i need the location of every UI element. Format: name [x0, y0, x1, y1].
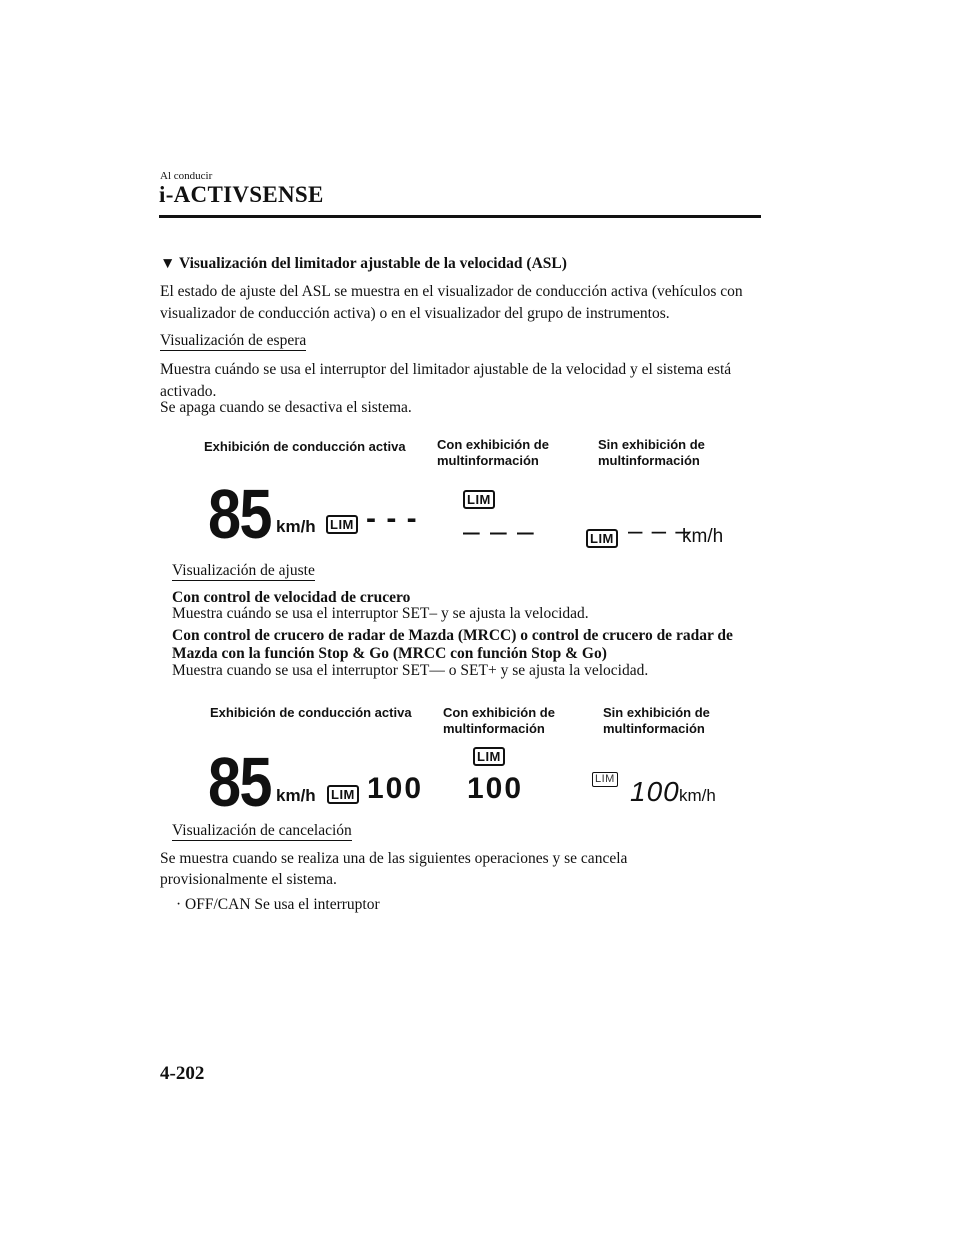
caption-line: multinformación [598, 452, 700, 468]
setting-heading: Visualización de ajuste [172, 562, 315, 579]
caption-active-display: Exhibición de conducción activa [210, 705, 412, 720]
setting-paragraph-2: Muestra cuando se usa el interruptor SET— o SET+ y se ajusta la velocidad. [172, 662, 649, 679]
bullet-dot-icon: · [176, 896, 182, 913]
standby-heading: Visualización de espera [160, 332, 307, 349]
section-intro: El estado de ajuste del ASL se muestra en el visualizador de conducción activa (vehículos con visualizador de conducción activa) o en el visualizador del grupo de instrumentos. [160, 283, 743, 322]
page-title: i-ACTIVSENSE [159, 182, 324, 207]
standby-paragraph-1: Muestra cuándo se usa el interruptor del limitador ajustable de la velocidad y el sistema está activado. [160, 361, 732, 400]
caption-line: Sin exhibición de [603, 705, 710, 720]
section-heading [160, 255, 567, 273]
caption-line: multinformación [443, 720, 545, 736]
cancel-bullet-item [176, 894, 380, 916]
speed-unit: km/h [679, 786, 716, 805]
caption-line: Con exhibición de [443, 705, 555, 720]
lim-indicator-icon: LIM [592, 772, 618, 787]
setting-subheading-2b: Mazda con la función Stop & Go (MRCC con función Stop & Go) [172, 645, 607, 662]
lim-indicator-icon: LIM [327, 785, 359, 804]
cancel-paragraph-line-1: Se muestra cuando se realiza una de las siguientes operaciones y se cancela [160, 850, 628, 867]
current-speed-readout: 85 [208, 743, 271, 821]
caption-nomulti-display [603, 705, 710, 736]
cancel-heading: Visualización de cancelación [172, 822, 352, 839]
setting-subheading-2a: Con control de crucero de radar de Mazda (MRCC) o control de crucero de radar de [172, 627, 733, 644]
cancel-paragraph-line-2: provisionalmente el sistema. [160, 871, 337, 888]
caption-line: Con exhibición de [437, 437, 549, 452]
caption-active-display: Exhibición de conducción activa [204, 439, 406, 454]
setting-paragraph-1: Muestra cuándo se usa el interruptor SET– y se ajusta la velocidad. [172, 605, 589, 622]
title-rule [159, 215, 761, 218]
triangle-marker-icon: ▼ [160, 255, 176, 272]
caption-line: multinformación [603, 720, 705, 736]
limit-speed-value: 100 [367, 772, 424, 805]
limit-speed-dashes: – – – [463, 515, 535, 548]
page-number: 4-202 [160, 1063, 205, 1084]
lim-indicator-icon: LIM [586, 529, 618, 548]
speed-unit: km/h [276, 786, 316, 805]
limit-speed-value: 100 [630, 776, 680, 807]
chapter-label: Al conducir [160, 170, 213, 182]
bullet-text: OFF/CAN Se usa el interruptor [185, 896, 380, 913]
caption-nomulti-display [598, 437, 705, 468]
limit-speed-dashes: – – – [628, 515, 691, 545]
caption-multi-display [437, 437, 549, 468]
lim-indicator-icon: LIM [473, 747, 505, 766]
caption-line: multinformación [437, 452, 539, 468]
setting-subheading-1: Con control de velocidad de crucero [172, 589, 411, 606]
standby-paragraph-2: Se apaga cuando se desactiva el sistema. [160, 399, 412, 416]
current-speed-readout: 85 [208, 475, 271, 553]
section-title: Visualización del limitador ajustable de la velocidad (ASL) [178, 255, 567, 272]
lim-indicator-icon: LIM [326, 515, 358, 534]
caption-multi-display [443, 705, 555, 736]
caption-line: Sin exhibición de [598, 437, 705, 452]
limit-speed-dashes: - - - [366, 502, 418, 535]
limit-speed-value: 100 [467, 772, 524, 805]
speed-unit: km/h [682, 526, 724, 547]
lim-indicator-icon: LIM [463, 490, 495, 509]
speed-unit: km/h [276, 517, 316, 536]
